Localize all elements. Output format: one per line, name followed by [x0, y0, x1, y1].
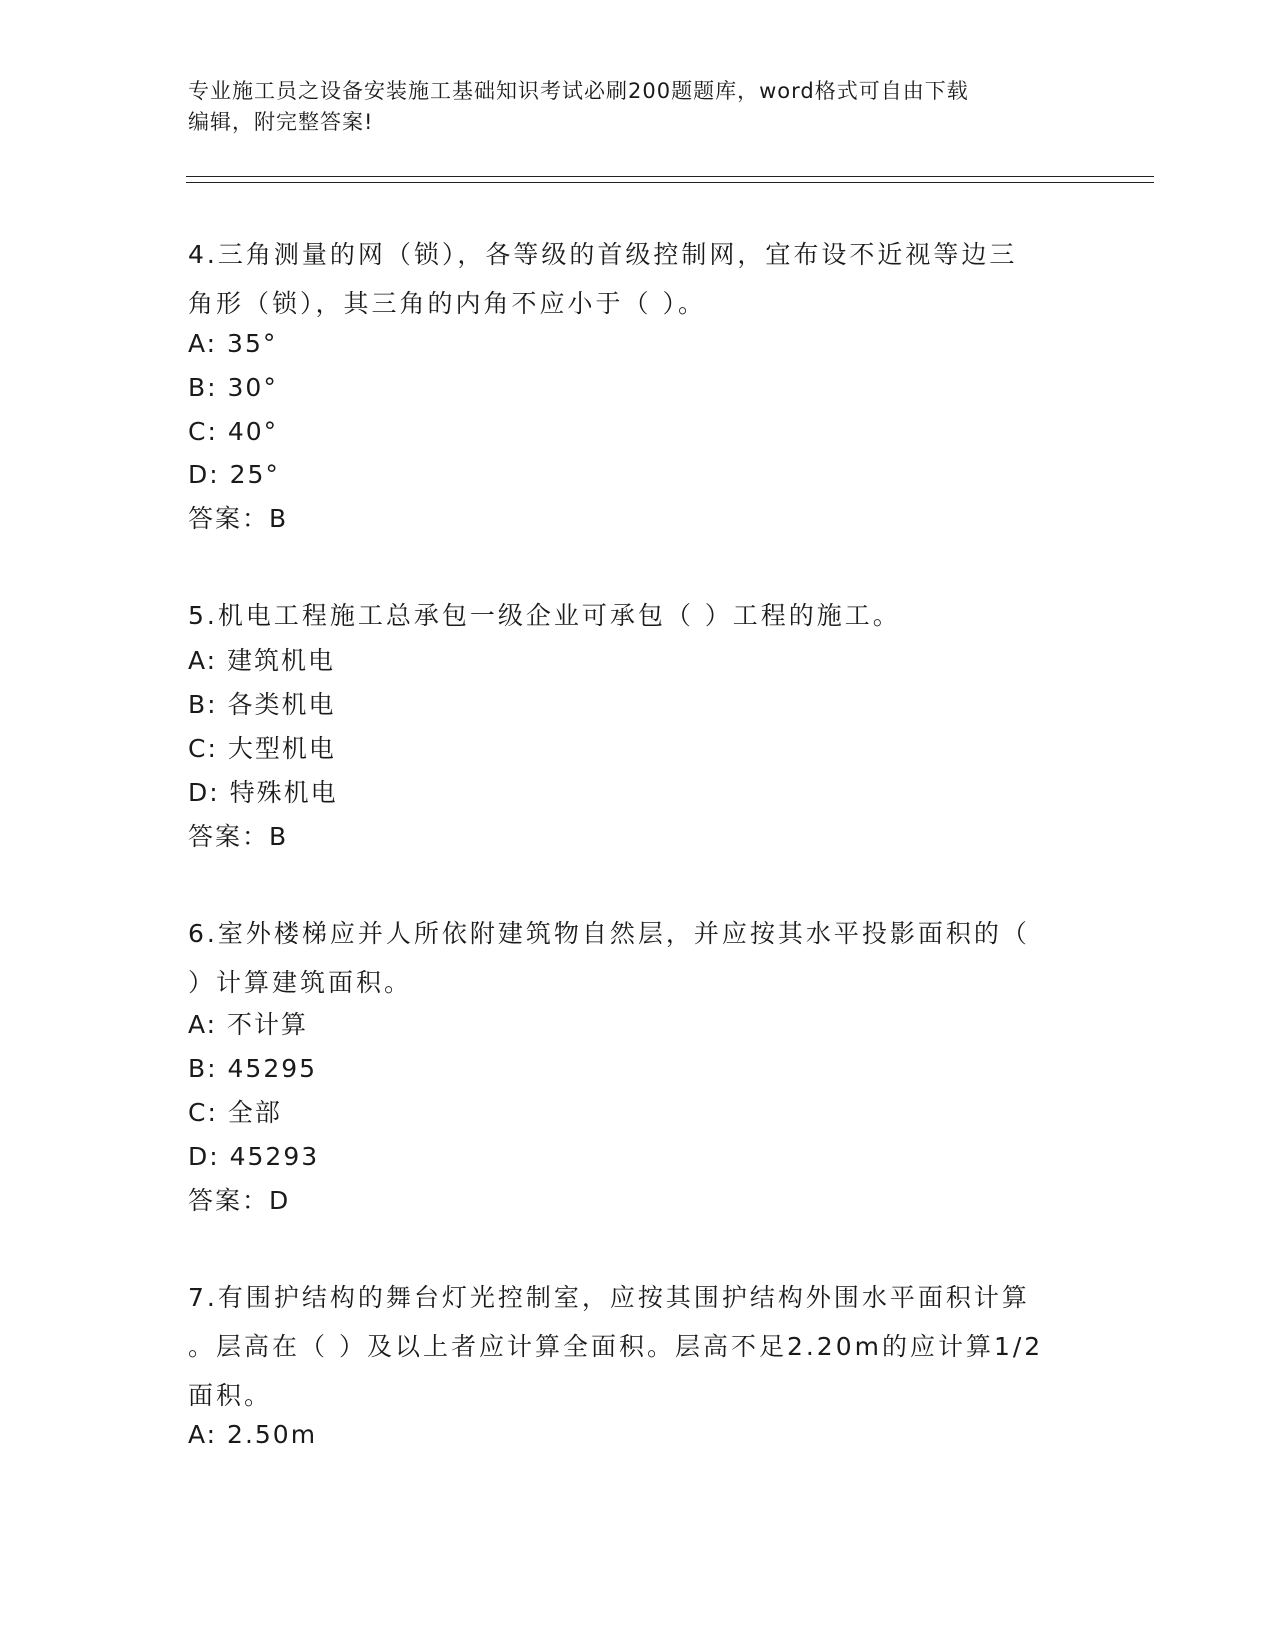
question-4-option-b: B: 30°: [188, 373, 278, 402]
header-line-2: 编辑，附完整答案!: [188, 110, 374, 134]
question-7-title-line-1: 7.有围护结构的舞台灯光控制室，应按其围护结构外围水平面积计算: [188, 1283, 1030, 1312]
question-5-option-d: D: 特殊机电: [188, 778, 338, 807]
question-5-option-a: A: 建筑机电: [188, 646, 336, 675]
question-6-title-line-1: 6.室外楼梯应并人所依附建筑物自然层，并应按其水平投影面积的（: [188, 919, 1030, 948]
question-5-option-c: C: 大型机电: [188, 734, 336, 763]
question-4-title: [188, 230, 1068, 328]
question-4-option-c: C: 40°: [188, 417, 279, 446]
question-5-option-b: B: 各类机电: [188, 690, 336, 719]
header-rule-bottom: [186, 182, 1154, 183]
question-4-answer: 答案：B: [188, 504, 289, 533]
question-7-title: [188, 1273, 1068, 1420]
document-header: [188, 76, 1088, 138]
question-7-title-line-2: 。层高在（ ）及以上者应计算全面积。层高不足2.20m的应计算1/2: [188, 1332, 1044, 1361]
question-6-option-b: B: 45295: [188, 1054, 318, 1083]
question-4-title-line-2: 角形（锁），其三角的内角不应小于（ ）。: [188, 289, 706, 318]
header-line-1: 专业施工员之设备安装施工基础知识考试必刷200题题库，word格式可自由下载: [188, 79, 969, 103]
question-6-option-a: A: 不计算: [188, 1010, 309, 1039]
question-6-option-d: D: 45293: [188, 1142, 320, 1171]
question-5-title: [188, 591, 1068, 640]
question-6-title-line-2: ）计算建筑面积。: [188, 968, 413, 997]
question-4-option-a: A: 35°: [188, 329, 278, 358]
question-7-option-a: A: 2.50m: [188, 1420, 318, 1449]
question-4-option-d: D: 25°: [188, 460, 280, 489]
question-5-title-line-1: 5.机电工程施工总承包一级企业可承包（ ）工程的施工。: [188, 601, 901, 630]
header-rule-top: [186, 176, 1154, 177]
question-7-title-line-3: 面积。: [188, 1381, 273, 1410]
question-6-title: [188, 909, 1068, 1007]
question-6-answer: 答案：D: [188, 1186, 291, 1215]
question-4-title-line-1: 4.三角测量的网（锁），各等级的首级控制网，宜布设不近视等边三: [188, 240, 1018, 269]
question-6-option-c: C: 全部: [188, 1098, 282, 1127]
question-5-answer: 答案：B: [188, 822, 289, 851]
